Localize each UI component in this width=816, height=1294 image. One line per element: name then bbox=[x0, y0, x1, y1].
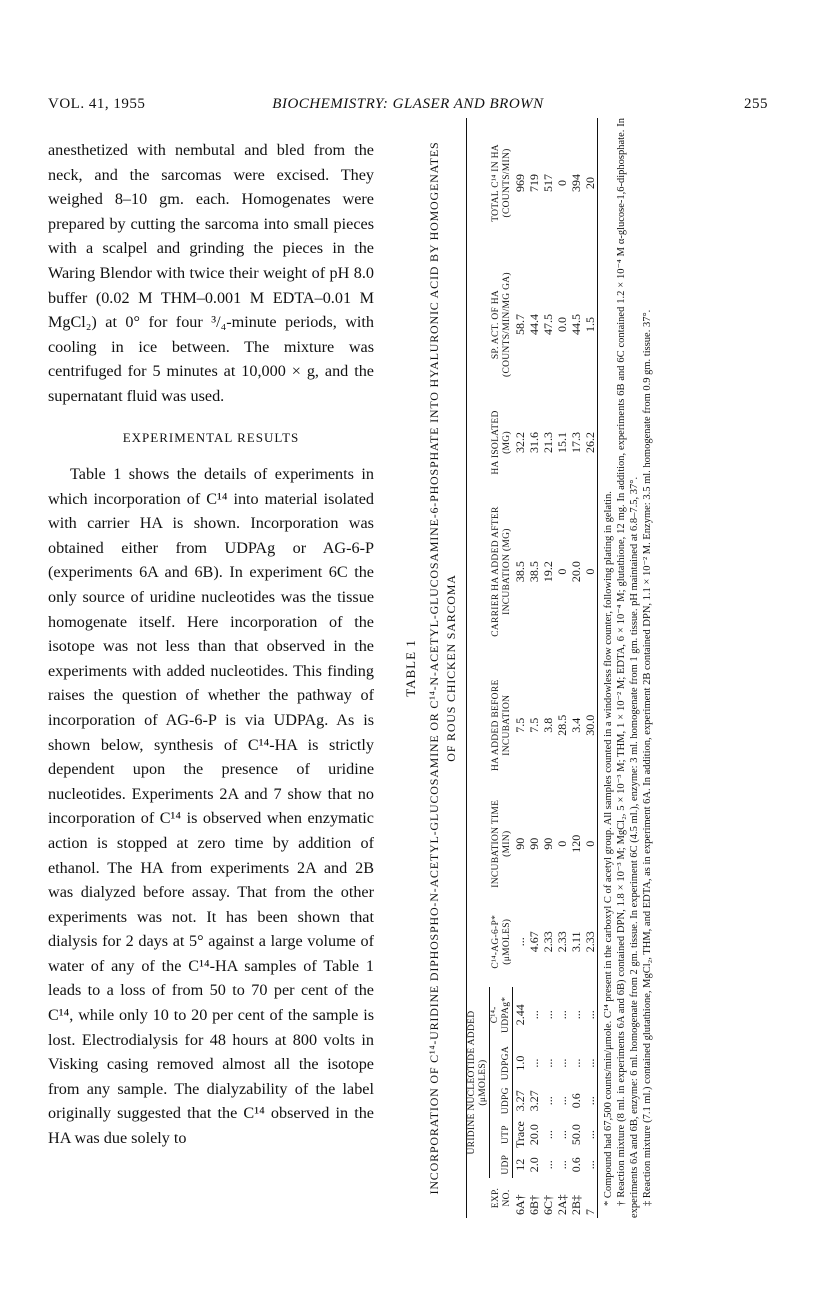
cell-ha-isolated: 15.1 bbox=[555, 431, 569, 453]
cell-udpag: ... bbox=[527, 1010, 541, 1020]
cell-time: 90 bbox=[541, 837, 555, 850]
cell-total-c14: 394 bbox=[569, 173, 583, 192]
col-header-ha-isolated: HA ISOLATED (MG) bbox=[467, 401, 513, 484]
cell-carrier-after: 0 bbox=[583, 484, 598, 660]
cell-sp-act: 47.5 bbox=[541, 314, 555, 336]
cell-ha-isolated: 21.3 bbox=[541, 431, 555, 453]
cell-udpag: ... bbox=[583, 987, 598, 1042]
table-caption: INCORPORATION OF C¹⁴-URIDINE DIPHOSPHO-N-ACETYL-GLUCOSAMINE OR C¹⁴-N-ACETYL-GLUCOSAMINE-6-PHOSPHATE INTO HYALURONIC ACID BY HOMOGENATES OF ROUS CHICKEN SARCOMA bbox=[427, 141, 458, 1195]
col-header-sp-act: SP. ACT. OF HA (COUNTS/MIN/MG GA) bbox=[467, 248, 513, 401]
cell-udpg: 3.27 bbox=[527, 1090, 541, 1112]
cell-total-c14: 969 bbox=[512, 173, 527, 192]
table-row bbox=[513, 118, 528, 1218]
cell-udpga: ... bbox=[569, 1058, 583, 1068]
cell-udpga: ... bbox=[583, 1042, 598, 1083]
footnote-star: * Compound had 67,500 counts/min/μmole. C¹⁴ present in the carboxyl C of acetyl group. All samples counted in a windowless flow counter, following plating in gelatin. bbox=[603, 491, 614, 1206]
cell-carrier-after: 19.2 bbox=[541, 561, 555, 583]
cell-udp: ... bbox=[555, 1160, 569, 1170]
cell-udp: 2.0 bbox=[527, 1157, 541, 1173]
col-header-exp: EXP. NO. bbox=[467, 1178, 513, 1218]
cell-carrier-after: 38.5 bbox=[512, 561, 527, 583]
cell-exp: 6C† bbox=[541, 1194, 555, 1215]
cell-utp: ... bbox=[583, 1118, 598, 1152]
cell-utp: Trace bbox=[513, 1121, 527, 1148]
cell-total-c14: 0 bbox=[555, 179, 569, 186]
running-head-volume: VOL. 41, 1955 bbox=[48, 96, 146, 112]
cell-ha-isolated: 26.2 bbox=[583, 401, 598, 484]
cell-udpga: ... bbox=[541, 1058, 555, 1068]
data-table bbox=[466, 118, 598, 1218]
cell-ha-before: 3.4 bbox=[569, 717, 583, 733]
table-footnotes bbox=[602, 118, 654, 1218]
cell-utp: 50.0 bbox=[569, 1124, 583, 1146]
cell-ag6p: 3.11 bbox=[569, 931, 583, 953]
cell-utp: ... bbox=[541, 1130, 555, 1140]
paragraph-text: anesthetized with nembutal and bled from the neck, and the sarcomas were excised. They weighed 8–10 gm. each. Homogenates were prepared by cutting the sarcoma into small pieces with a scalpel and grinding the pieces in the Waring Blendor with twice their weight of pH 8.0 buffer (0.02 M THM–0.001 M EDTA–0.01 M MgCl₂) at 0° for four ³/₄-minute periods, with cooling in ice between. The mixture was centrifuged for 5 minutes at 10,000 × g, and the supernatant fluid was used. bbox=[48, 141, 374, 405]
group-header-nucleotide: URIDINE NUCLEOTIDE ADDED (μMOLES) bbox=[467, 987, 490, 1178]
cell-exp: 2A‡ bbox=[555, 1194, 569, 1215]
cell-ag6p: 2.33 bbox=[555, 931, 569, 953]
footnote-double-dagger: ‡ Reaction mixture (7.1 ml.) contained glutathione, MgCl₂, THM, and EDTA, as in experiment 6A. In addition, experiment 2B contained DPN, 1.1 × 10⁻² M. Enzyme: 3.5 ml. homogenate from 0.9 gm. tissue. 37°. bbox=[642, 309, 653, 1206]
cell-udpga: ... bbox=[555, 1058, 569, 1068]
table-row bbox=[541, 118, 555, 1218]
cell-sp-act: 1.5 bbox=[583, 248, 598, 401]
cell-utp: 20.0 bbox=[527, 1124, 541, 1146]
cell-ha-before: 7.5 bbox=[527, 717, 541, 733]
paragraph-text: Table 1 shows the details of experiments in which incorporation of C¹⁴ into material isolated with carrier HA is shown. Incorporation was obtained either from UDPAg or AG-6-P (experiments 6A and 6B). In experiment 6C the only source of uridine nucleotides was the tissue homogenate itself. Here incorporation of the isotope was not less than that observed in the experiments with added nucleotides. This finding raises the question of whether the pathway of incorporation of AG-6-P is via UDPAg. As is shown below, synthesis of C¹⁴-HA is strictly dependent upon the presence of uridine nucleotides. Experiments 2A and 7 show that no incorporation of C¹⁴ is observed when enzymatic action is stopped at zero time by addition of ethanol. The HA from experiments 2A and 2B was dialyzed before assay. That from the other experiments was not. It has been shown that dialysis for 2 days at 5° against a large volume of water of any of the C¹⁴-HA samples of Table 1 leads to a loss of from 50 to 70 per cent of the C¹⁴, while only 10 to 20 per cent of the sample is lost. Electrodialysis for 48 hours at 800 volts in Visking casing removed almost all the isotope from any sample. The dialyzability of the label originally suggested that the C¹⁴ observed in the HA was due solely to bbox=[48, 465, 374, 1148]
cell-udpg: ... bbox=[541, 1096, 555, 1106]
cell-udpg: ... bbox=[555, 1096, 569, 1106]
col-header-ag6p: C¹⁴-AG-6-P* (μMOLES) bbox=[467, 896, 513, 987]
section-heading: EXPERIMENTAL RESULTS bbox=[122, 430, 300, 445]
col-header-carrier-after: CARRIER HA ADDED AFTER INCUBATION (MG) bbox=[467, 484, 513, 660]
cell-carrier-after: 0 bbox=[555, 568, 569, 575]
running-head-title: BIOCHEMISTRY: GLASER AND BROWN bbox=[272, 96, 544, 112]
rotated-table-block bbox=[404, 118, 676, 1218]
col-header-udpg: UDPG bbox=[490, 1084, 513, 1118]
cell-ha-isolated: 32.2 bbox=[512, 431, 527, 453]
cell-udpg: 0.6 bbox=[569, 1093, 583, 1109]
cell-udpg: 3.27 bbox=[513, 1090, 527, 1112]
cell-time: 0 bbox=[555, 840, 569, 847]
body-paragraph-2 bbox=[48, 462, 374, 1151]
cell-total-c14: 719 bbox=[527, 173, 541, 192]
table-row bbox=[569, 118, 583, 1218]
body-paragraph-1 bbox=[48, 138, 374, 409]
col-header-udpag: C¹⁴-UDPAg* bbox=[490, 987, 513, 1042]
cell-ag6p: ... bbox=[512, 937, 527, 947]
cell-ag6p: 2.33 bbox=[541, 931, 555, 953]
cell-exp: 2B‡ bbox=[569, 1194, 583, 1215]
cell-sp-act: 0.0 bbox=[555, 317, 569, 333]
table-row bbox=[555, 118, 569, 1218]
cell-ha-isolated: 17.3 bbox=[569, 431, 583, 453]
col-header-udp: UDP bbox=[490, 1151, 513, 1178]
cell-udp: ... bbox=[583, 1151, 598, 1178]
cell-ag6p: 2.33 bbox=[583, 896, 598, 987]
col-header-time: INCUBATION TIME (MIN) bbox=[467, 791, 513, 896]
cell-ha-isolated: 31.6 bbox=[527, 431, 541, 453]
col-header-ha-before: HA ADDED BEFORE INCUBATION bbox=[467, 659, 513, 791]
cell-udpag: ... bbox=[555, 1010, 569, 1020]
cell-sp-act: 44.4 bbox=[527, 314, 541, 336]
cell-udpag: 2.44 bbox=[513, 1004, 527, 1026]
cell-ha-before: 28.5 bbox=[555, 714, 569, 736]
cell-exp: 6B† bbox=[527, 1194, 541, 1215]
cell-time: 0 bbox=[583, 791, 598, 896]
table-title: TABLE 1 bbox=[403, 639, 418, 697]
cell-carrier-after: 20.0 bbox=[569, 561, 583, 583]
table-row bbox=[583, 118, 598, 1218]
cell-exp: 7 bbox=[583, 1178, 598, 1218]
cell-udp: 0.6 bbox=[569, 1157, 583, 1173]
cell-udpg: ... bbox=[583, 1084, 598, 1118]
col-header-total-c14: TOTAL C¹⁴ IN HA (COUNTS/MIN) bbox=[467, 118, 513, 248]
cell-ha-before: 30.0 bbox=[583, 659, 598, 791]
cell-udp: ... bbox=[541, 1160, 555, 1170]
cell-ag6p: 4.67 bbox=[527, 931, 541, 953]
table-row bbox=[527, 118, 541, 1218]
footnote-dagger: † Reaction mixture (8 ml. in experiments 6A and 6B) contained DPN, 1.8 × 10⁻³ M; MgCl₂, 5 × 10⁻³ M; THM, 1 × 10⁻² M; EDTA, 6 × 10⁻⁴ M; glutathione, 12 mg. In addition, experiments 6B and 6C contained 1.2 × 10⁻⁴ M α-glucose-1,6-diphosphate. In experiments 6A and 6B, enzyme: 6 ml. homogenate from 2 gm. tissue. In experiment 6C (4.5 ml.), enzyme: 3 ml. homogenate from 1 gm. tissue. pH maintained at 6.8–7.5, 37°. bbox=[616, 118, 640, 1218]
cell-total-c14: 20 bbox=[583, 118, 598, 248]
col-header-utp: UTP bbox=[490, 1118, 513, 1152]
cell-time: 90 bbox=[512, 837, 527, 850]
cell-sp-act: 58.7 bbox=[512, 314, 527, 336]
cell-udpag: ... bbox=[541, 1010, 555, 1020]
cell-carrier-after: 38.5 bbox=[527, 561, 541, 583]
cell-utp: ... bbox=[555, 1130, 569, 1140]
cell-udpag: ... bbox=[569, 1010, 583, 1020]
cell-ha-before: 7.5 bbox=[512, 717, 527, 733]
cell-total-c14: 517 bbox=[541, 173, 555, 192]
cell-udpga: 1.0 bbox=[513, 1055, 527, 1071]
cell-time: 90 bbox=[527, 837, 541, 850]
cell-exp: 6A† bbox=[512, 1194, 527, 1215]
cell-udp: 12 bbox=[513, 1158, 527, 1171]
cell-time: 120 bbox=[569, 834, 583, 853]
cell-sp-act: 44.5 bbox=[569, 314, 583, 336]
cell-udpga: ... bbox=[527, 1058, 541, 1068]
cell-ha-before: 3.8 bbox=[541, 717, 555, 733]
col-header-udpga: UDPGA bbox=[490, 1042, 513, 1083]
page-number: 255 bbox=[744, 96, 768, 112]
